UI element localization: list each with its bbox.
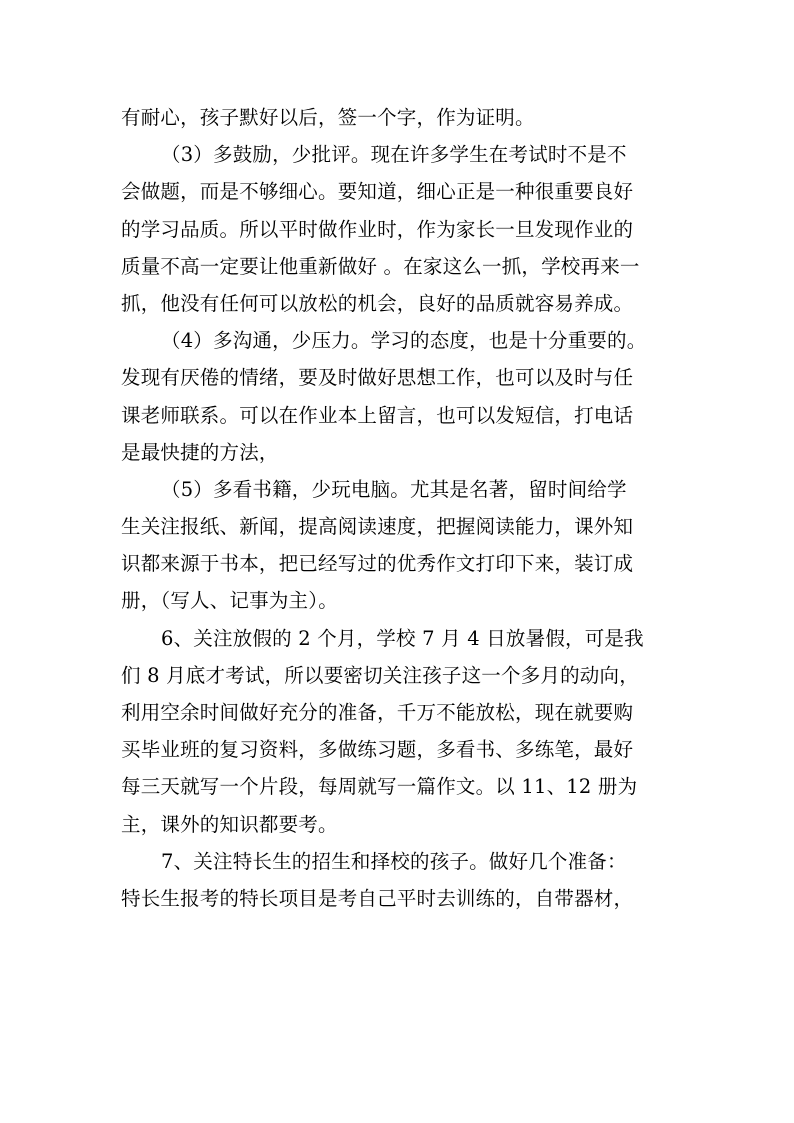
text-line: 7、关注特长生的招生和择校的孩子。做好几个准备： [161,849,627,873]
text-line: 的学习品质。所以平时做作业时，作为家长一旦发现作业的 [121,217,634,241]
text-line: （5）多看书籍，少玩电脑。尤其是名著，留时间给学 [161,477,627,501]
document-body [121,99,681,917]
text-line: 利用空余时间做好充分的准备，千万不能放松，现在就要购 [121,701,634,724]
text-line: 是最快捷的方法， [121,440,279,464]
text-line: 有耐心，孩子默好以后，签一个字，作为证明。 [121,106,535,129]
text-line: 课老师联系。可以在作业本上留言，也可以发短信，打电话 [121,403,634,427]
text-line: 识都来源于书本，把已经写过的优秀作文打印下来，装订成 [121,552,634,576]
text-line: 们 8 月底才考试，所以要密切关注孩子这一个多月的动向， [121,663,639,687]
text-line: 特长生报考的特长项目是考自己平时去训练的，自带器材， [121,886,634,910]
text-line: 生关注报纸、新闻，提高阅读速度，把握阅读能力，课外知 [121,515,634,539]
text-line: 6、关注放假的 2 个月，学校 7 月 4 日放暑假，可是我 [161,626,644,650]
text-line: 册，（写人、记事为主）。 [121,589,338,613]
text-line: 会做题，而是不够细心。要知道，细心正是一种很重要良好 [121,180,634,204]
text-line: 发现有厌倦的情绪，要及时做好思想工作，也可以及时与任 [121,366,634,390]
text-line: 买毕业班的复习资料，多做练习题，多看书、多练笔，最好 [121,738,634,762]
text-line: 抓，他没有任何可以放松的机会，良好的品质就容易养成。 [121,291,634,315]
text-line: 主，课外的知识都要考。 [121,812,338,836]
text-line: 质量不高一定要让他重新做好 。在家这么一抓，学校再来一 [121,254,640,278]
text-line: 每三天就写一个片段，每周就写一篇作文。以 11、12 册为 [121,775,638,799]
text-line: （3）多鼓励，少批评。现在许多学生在考试时不是不 [161,143,627,167]
text-line: （4）多沟通，少压力。学习的态度，也是十分重要的。 [161,329,647,353]
